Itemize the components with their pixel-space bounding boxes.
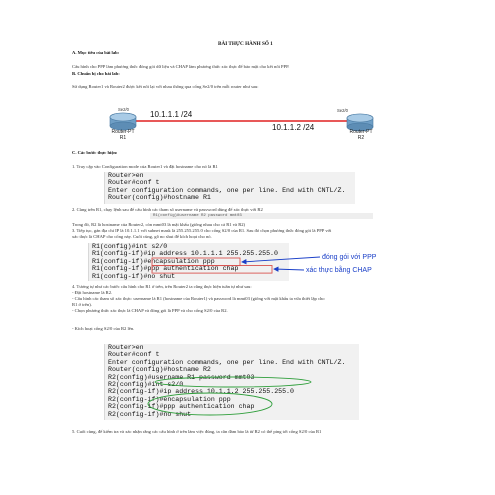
terminal-line: R1(config-if)#no shut	[92, 272, 176, 280]
note-hostname-password: Trong đó, R2 là hostname của Router2, còn mmt03 là mật khẩu (giống nhau cho cả R1 và R2)	[72, 222, 246, 227]
terminal-line: R2(config-if)#no shut	[108, 410, 192, 418]
section-b-text: Sử dụng Router1 và Router2 được kết nối lại với nhau thông qua cổng Se2/0 trên mỗi router như sau:	[72, 84, 259, 89]
highlight-chap-r1	[152, 266, 272, 274]
terminal-line: R1(config-if)#ppp authentication chap	[92, 265, 239, 273]
step-4-text: 4. Tương tự như các bước cấu hình cho R1 ở trên, trên Router2 ta cũng thực hiện tuần tự như sau:	[72, 284, 252, 289]
step-4-bullet-credentials: - Cấu hình các tham số xác thực: username là R1 (hostname của Router1) và password là mmt03 (giống với mật khẩu ta vừa thiết lập cho	[72, 296, 325, 301]
r1-ip-label: 10.1.1.1 /24	[150, 110, 193, 119]
r2-ip-label: 10.1.1.2 /24	[272, 123, 315, 132]
terminal-line: R1(config-if)#encapsulation ppp	[92, 257, 215, 265]
terminal-line: R2(config-if)#ip address 10.1.1.2 255.255.255.0	[108, 388, 294, 396]
annotation-ppp: đóng gói với PPP	[322, 254, 377, 261]
r2-name-label: R2	[357, 134, 365, 141]
step-4-bullet-noshut: - Kích hoạt cổng S2/0 của R2 lên.	[72, 326, 135, 331]
annotation-chap: xác thực bằng CHAP	[306, 267, 372, 274]
terminal-line: R2(config-if)#ppp authentication chap	[108, 403, 255, 411]
terminal-line: R2(config)#int s2/0	[108, 381, 184, 389]
step-4-bullet-hostname: - Đặt hostname là R2.	[72, 290, 113, 295]
section-a-heading: A. Mục tiêu của bài lab:	[72, 50, 120, 55]
step-3-text-cont: xác thực là CHAP cho cổng này. Cuối cùng, gõ no shut để kích hoạt cho nó.	[72, 234, 212, 239]
step-1-text: 1. Truy cập vào Configuration mode của Router1 và đặt hostname cho nó là R1	[72, 164, 218, 169]
step-4-bullet-credentials-cont: R1 ở trên).	[72, 302, 92, 307]
terminal-line: R1(config)#int s2/0	[92, 243, 168, 250]
step-4-bullet-auth: - Chọn phương thức xác thực là CHAP và đóng gói là PPP và cho cổng S2/0 của R2.	[72, 308, 228, 313]
highlight-username-r2	[155, 377, 311, 387]
terminal-line: R1(config-if)#ip address 10.1.1.1 255.255.255.0	[92, 250, 278, 258]
step-3-text: 3. Tiếp tục, gán địa chỉ IP là 10.1.1.1 với subnet mask là 255.255.255.0 cho cổng S2/0 của R1. Sau đó chọn phương thức đóng gói là PPP với	[72, 228, 332, 233]
terminal-line: Router#conf t	[108, 351, 160, 359]
terminal-line: Enter configuration commands, one per line. End with CNTL/Z.	[108, 358, 346, 366]
terminal-line: Router>en	[108, 344, 144, 351]
highlight-encapsulation-r1	[152, 258, 240, 266]
r1-model-label: Router-PT	[111, 129, 135, 135]
arrow-ppp	[242, 257, 320, 262]
terminal-line: R2(config-if)#encapsulation ppp	[108, 395, 231, 403]
r2-model-label: Router-PT	[349, 129, 373, 135]
terminal-r1-username-strip: R1(config)#username R2 password mmt03	[150, 213, 373, 219]
terminal-line: Enter configuration commands, one per line. End with CNTL/Z.	[108, 186, 346, 194]
doc-title: BÀI THỰC HÀNH SỐ 1	[218, 41, 273, 47]
r2-port-label: Se2/0	[337, 108, 348, 113]
terminal-line: R2(config)#username R1 password mmt03	[108, 373, 255, 381]
section-c-heading: C. Các bước thực hiện:	[72, 150, 118, 155]
terminal-line: Router(config)#hostname R2	[108, 366, 211, 374]
highlight-ppp-chap-r2	[148, 393, 272, 415]
r1-port-label: Se2/0	[118, 107, 129, 112]
terminal-line: Router(config)#hostname R1	[108, 194, 211, 202]
step-5-text: 5. Cuối cùng, để kiểm tra và xác nhận rằng các cấu hình ở trên làm việc đúng, ta cần đảm bảo là từ R2 có thể ping tới cổng S2/0 của R1	[72, 429, 322, 434]
section-a-text: Cấu hình cho PPP làm phương thức đóng gói dữ liệu và CHAP làm phương thức xác thực để bảo mật cho kết nối PPP.	[72, 64, 290, 69]
r1-name-label: R1	[119, 134, 127, 141]
section-b-heading: B. Chuẩn bị cho bài lab:	[72, 71, 120, 76]
terminal-line: Router#conf t	[108, 179, 160, 187]
arrow-chap	[274, 269, 304, 270]
terminal-line: Router>en	[108, 172, 144, 179]
step-2-text: 2. Cùng trên R1, chạy lệnh sau để cấu hình các tham số username và password dùng để xác thực với R2	[72, 207, 263, 212]
